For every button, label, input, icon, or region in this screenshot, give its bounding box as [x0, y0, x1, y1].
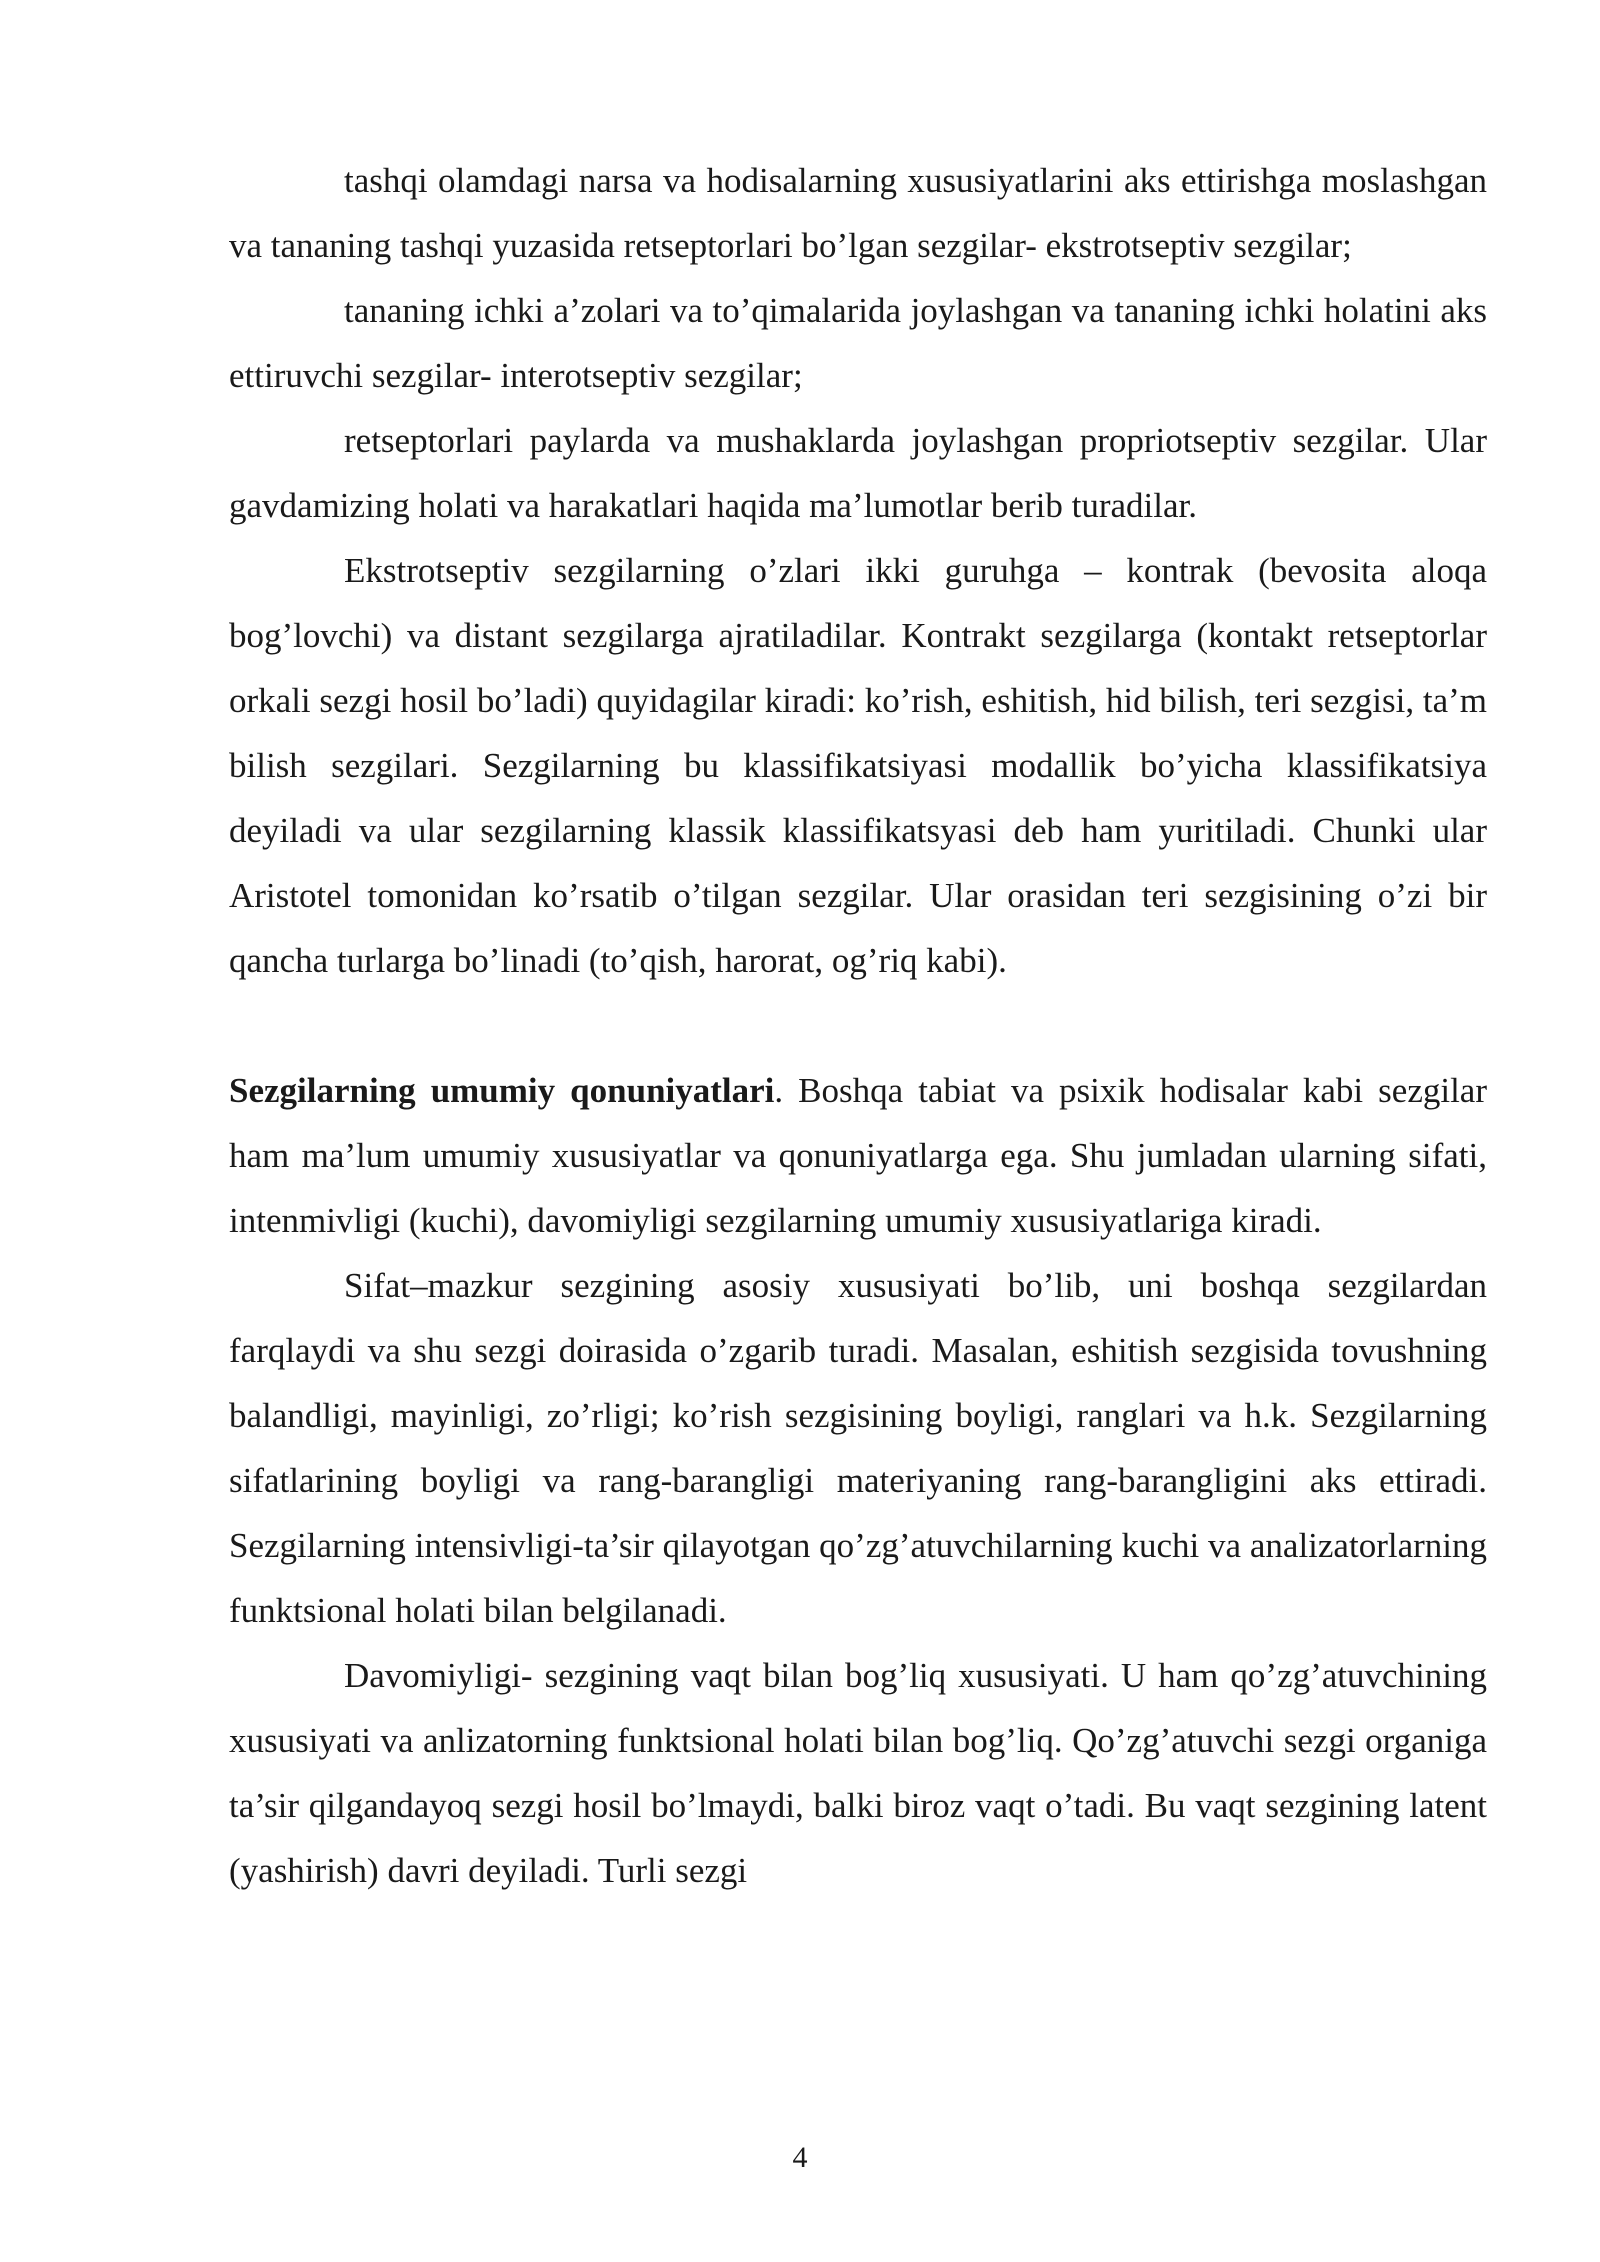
paragraph-contact-distant: Ekstrotseptiv sezgilarning o’zlari ikki guruhga – kontrak (bevosita aloqa bog’lovchi) va distant sezgilarga ajratiladilar. Kontrakt sezgilarga (kontakt retseptorlar orkali sezgi hosil bo’ladi) quyidagilar kiradi: ko’rish, eshitish, hid bilish, teri sezgisi, ta’m bilish sezgilari. Sezgilarning bu klassifikatsiyasi modallik bo’yicha klassifikatsiya deyiladi va ular sezgilarning klassik klassifikatsyasi deb ham yuritiladi. Chunki ular Aristotel tomonidan ko’rsatib o’tilgan sezgilar. Ular orasidan teri sezgisining o’zi bir qancha turlarga bo’linadi (to’qish, harorat, og’riq kabi).	[229, 551, 1487, 980]
section-heading: Sezgilarning umumiy qonuniyatlari	[229, 1071, 775, 1110]
paragraph-exteroceptive: tashqi olamdagi narsa va hodisalarning xususiyatlarini aks ettirishga moslashgan va tananing tashqi yuzasida retseptorlari bo’lgan sezgilar- ekstrotseptiv sezgilar;	[229, 161, 1487, 265]
paragraph-interoceptive: tananing ichki a’zolari va to’qimalarida joylashgan va tananing ichki holatini aks ettiruvchi sezgilar- interotseptiv sezgilar;	[229, 291, 1487, 395]
paragraph-duration: Davomiyligi- sezgining vaqt bilan bog’liq xususiyati. U ham qo’zg’atuvchining xususiyati va anlizatorning funktsional holati bilan bog’liq. Qo’zg’atuvchi sezgi organiga ta’sir qilgandayoq sezgi hosil bo’lmaydi, balki biroz vaqt o’tadi. Bu vaqt sezgining latent (yashirish) davri deyiladi. Turli sezgi	[229, 1656, 1487, 1890]
section-intro-text: . Boshqa tabiat va psixik hodisalar kabi sezgilar ham ma’lum umumiy xususiyatlar va qonuniyatlarga ega. Shu jumladan ularning sifati, intenmivligi (kuchi), davomiyligi sezgilarning umumiy xususiyatlariga kiradi.	[229, 1071, 1487, 1240]
page-body	[229, 148, 1487, 1903]
paragraph-general-laws	[229, 1058, 1487, 1253]
page-number: 4	[792, 2141, 808, 2174]
paragraph-proprioceptive: retseptorlari paylarda va mushaklarda joylashgan propriotseptiv sezgilar. Ular gavdamizing holati va harakatlari haqida ma’lumotlar berib turadilar.	[229, 421, 1487, 525]
paragraph-quality: Sifat–mazkur sezgining asosiy xususiyati bo’lib, uni boshqa sezgilardan farqlaydi va shu sezgi doirasida o’zgarib turadi. Masalan, eshitish sezgisida tovushning balandligi, mayinligi, zo’rligi; ko’rish sezgisining boyligi, ranglari va h.k. Sezgilarning sifatlarining boyligi va rang-barangligi materiyaning rang-barangligini aks ettiradi. Sezgilarning intensivligi-ta’sir qilayotgan qo’zg’atuvchilarning kuchi va analizatorlarning funktsional holati bilan belgilanadi.	[229, 1266, 1487, 1630]
